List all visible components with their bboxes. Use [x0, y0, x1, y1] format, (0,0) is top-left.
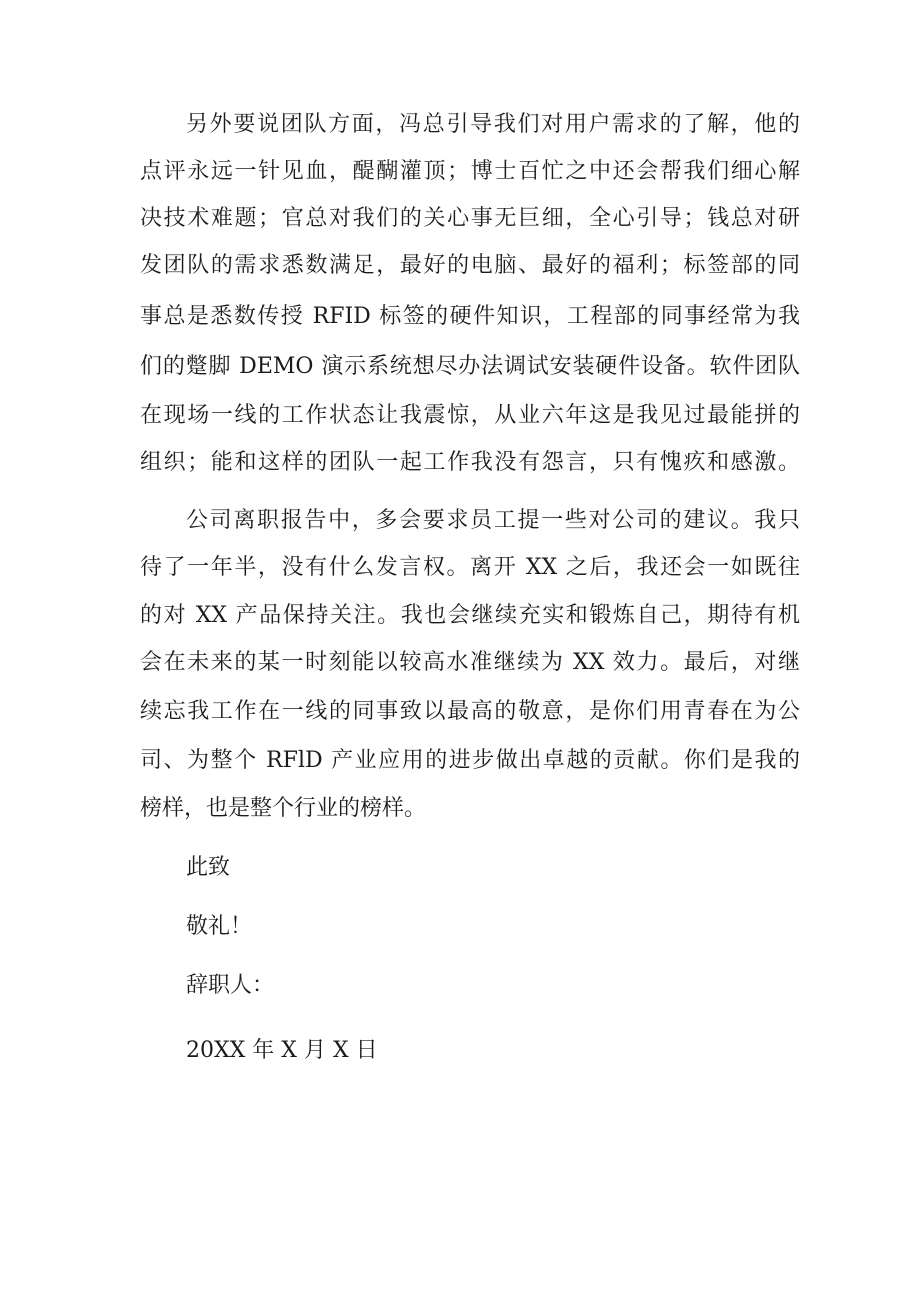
salutation: 此致: [186, 855, 231, 880]
paragraph-line: 决技术难题；官总对我们的关心事无巨细，全心引导；钱总对研: [140, 206, 800, 231]
paragraph-line: 待了一年半，没有什么发言权。离开 XX 之后，我还会一如既往: [140, 555, 800, 580]
paragraph-line: 公司离职报告中，多会要求员工提一些对公司的建议。我只: [186, 508, 800, 533]
signer-label: 辞职人：: [186, 973, 275, 998]
paragraph-line: 会在未来的某一时刻能以较高水准继续为 XX 效力。最后，对继: [140, 650, 800, 675]
paragraph-line: 们的蹩脚 DEMO 演示系统想尽办法调试安装硬件设备。软件团队: [140, 354, 800, 379]
paragraph-line: 榜样，也是整个行业的榜样。: [140, 796, 427, 821]
paragraph-line: 发团队的需求悉数满足，最好的电脑、最好的福利；标签部的同: [140, 253, 800, 278]
paragraph-line: 另外要说团队方面，冯总引导我们对用户需求的了解，他的: [186, 112, 800, 137]
paragraph-line: 续忘我工作在一线的同事致以最高的敬意，是你们用青春在为公: [140, 699, 800, 724]
date: 20XX 年 X 月 X 日: [186, 1038, 378, 1063]
regards: 敬礼！: [186, 914, 253, 939]
paragraph-line: 组织；能和这样的团队一起工作我没有怨言，只有愧疚和感激。: [140, 450, 800, 475]
paragraph-line: 的对 XX 产品保持关注。我也会继续充实和锻炼自己，期待有机: [140, 603, 800, 628]
paragraph-line: 司、为整个 RFlD 产业应用的进步做出卓越的贡献。你们是我的: [140, 748, 800, 773]
paragraph-line: 点评永远一针见血，醍醐灌顶；博士百忙之中还会帮我们细心解: [140, 159, 800, 184]
paragraph-line: 事总是悉数传授 RFID 标签的硬件知识，工程部的同事经常为我: [140, 304, 800, 329]
paragraph-line: 在现场一线的工作状态让我震惊，从业六年这是我见过最能拼的: [140, 403, 800, 428]
